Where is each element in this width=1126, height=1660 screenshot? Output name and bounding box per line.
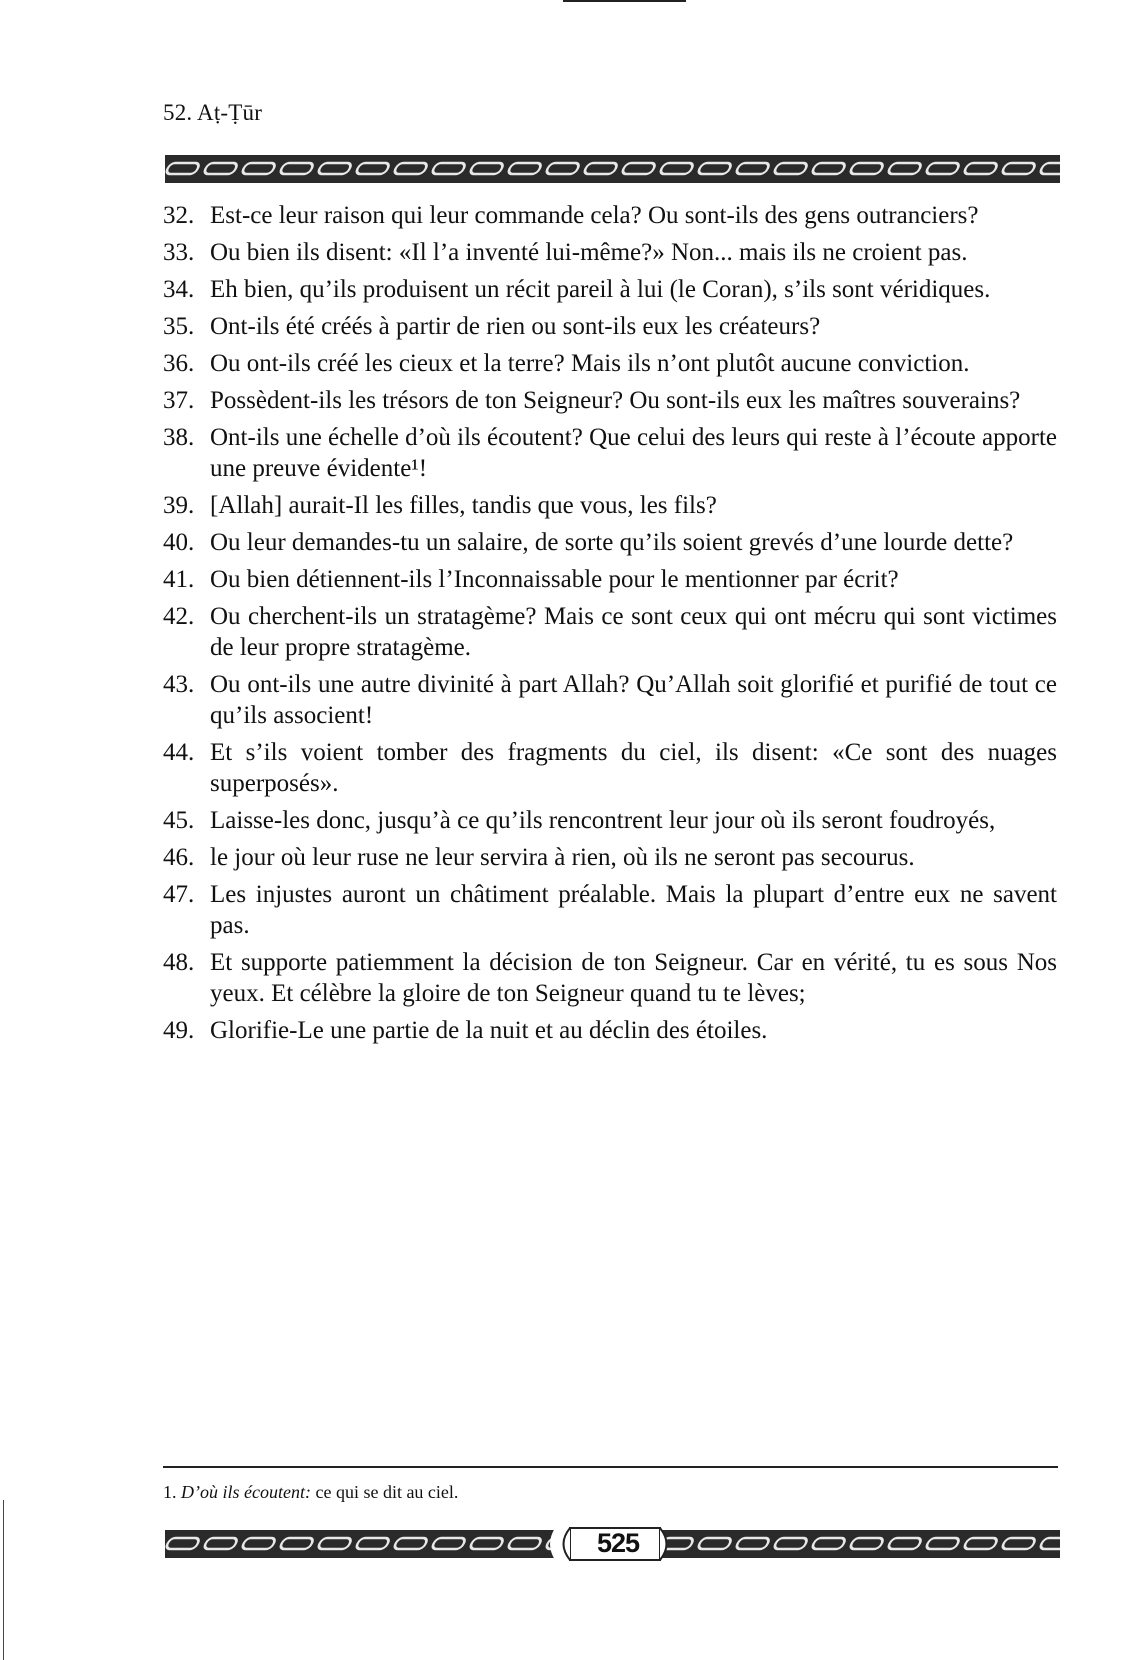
verse-item	[163, 842, 1057, 873]
verse-number: 49.	[163, 1017, 195, 1044]
verse-text: Ont-ils une échelle d’où ils écoutent? Que celui des leurs qui reste à l’écoute apporte une preuve évidente¹!	[210, 424, 1057, 482]
verse-number: 40.	[163, 529, 195, 556]
verse-number: 43.	[163, 671, 195, 698]
surah-header: 52. Aṭ-Ṭūr	[163, 100, 263, 125]
verse-number: 35.	[163, 313, 195, 340]
verse-item	[163, 879, 1057, 941]
verse-item	[163, 1015, 1057, 1046]
verse-text: Ou bien ils disent: «Il l’a inventé lui-même?» Non... mais ils ne croient pas.	[210, 239, 968, 266]
verse-number: 45.	[163, 807, 195, 834]
footnote-separator	[163, 1466, 1058, 1468]
verse-item	[163, 601, 1057, 663]
verse-text: Glorifie-Le une partie de la nuit et au déclin des étoiles.	[210, 1017, 768, 1044]
verse-text: Ou ont-ils créé les cieux et la terre? Mais ils n’ont plutôt aucune conviction.	[210, 350, 970, 377]
footnote	[163, 1482, 458, 1503]
verse-item	[163, 947, 1057, 1009]
verse-item	[163, 422, 1057, 484]
verse-text: Eh bien, qu’ils produisent un récit pareil à lui (le Coran), s’ils sont véridiques.	[210, 276, 991, 303]
footnote-term: D’où ils écoutent:	[181, 1482, 311, 1502]
footnote-number: 1.	[163, 1482, 177, 1502]
verse-item	[163, 348, 1057, 379]
verse-text: [Allah] aurait-Il les filles, tandis que vous, les fils?	[210, 492, 717, 519]
verse-text: Ou cherchent-ils un stratagème? Mais ce sont ceux qui ont mécru qui sont victimes de leur propre stratagème.	[210, 603, 1057, 661]
verse-number: 32.	[163, 202, 195, 229]
verse-item	[163, 737, 1057, 799]
verse-item	[163, 200, 1057, 231]
verse-number: 48.	[163, 949, 195, 976]
verse-text: Est-ce leur raison qui leur commande cela? Ou sont-ils des gens outranciers?	[210, 202, 979, 229]
top-rule	[563, 0, 686, 2]
verse-text: Les injustes auront un châtiment préalable. Mais la plupart d’entre eux ne savent pas.	[210, 881, 1057, 939]
page-number: 525	[596, 1527, 640, 1558]
verse-text: Ou bien détiennent-ils l’Inconnaissable pour le mentionner par écrit?	[210, 566, 899, 593]
verse-text: le jour où leur ruse ne leur servira à rien, où ils ne seront pas secourus.	[210, 844, 915, 871]
verse-item	[163, 490, 1057, 521]
verse-text: Laisse-les donc, jusqu’à ce qu’ils rencontrent leur jour où ils seront foudroyés,	[210, 807, 996, 834]
ornamental-band-top	[165, 155, 1060, 183]
footnote-text: ce qui se dit au ciel.	[315, 1482, 459, 1502]
verse-number: 38.	[163, 424, 195, 451]
verse-number: 46.	[163, 844, 195, 871]
verse-text: Possèdent-ils les trésors de ton Seigneur? Ou sont-ils eux les maîtres souverains?	[210, 387, 1021, 414]
verse-number: 37.	[163, 387, 195, 414]
verse-item	[163, 274, 1057, 305]
verse-text: Ont-ils été créés à partir de rien ou sont-ils eux les créateurs?	[210, 313, 821, 340]
verse-item	[163, 527, 1057, 558]
verse-number: 44.	[163, 739, 195, 766]
verse-number: 41.	[163, 566, 195, 593]
verse-item	[163, 237, 1057, 268]
verse-number: 33.	[163, 239, 195, 266]
verse-item	[163, 669, 1057, 731]
verse-text: Et supporte patiemment la décision de ton Seigneur. Car en vérité, tu es sous Nos yeux. Et célèbre la gloire de ton Seigneur quand tu te lèves;	[210, 949, 1057, 1007]
verse-text: Et s’ils voient tomber des fragments du ciel, ils disent: «Ce sont des nuages superposés».	[210, 739, 1057, 797]
verse-text: Ou leur demandes-tu un salaire, de sorte qu’ils soient grevés d’une lourde dette?	[210, 529, 1014, 556]
verse-item	[163, 805, 1057, 836]
verse-item	[163, 564, 1057, 595]
verse-number: 34.	[163, 276, 195, 303]
verse-item	[163, 311, 1057, 342]
verse-list	[163, 200, 1057, 1052]
verse-number: 39.	[163, 492, 195, 519]
verse-text: Ou ont-ils une autre divinité à part Allah? Qu’Allah soit glorifié et purifié de tout ce qu’ils associent!	[210, 671, 1057, 729]
verse-number: 42.	[163, 603, 195, 630]
verse-number: 47.	[163, 881, 195, 908]
verse-number: 36.	[163, 350, 195, 377]
verse-item	[163, 385, 1057, 416]
scan-edge-line	[3, 1500, 4, 1660]
